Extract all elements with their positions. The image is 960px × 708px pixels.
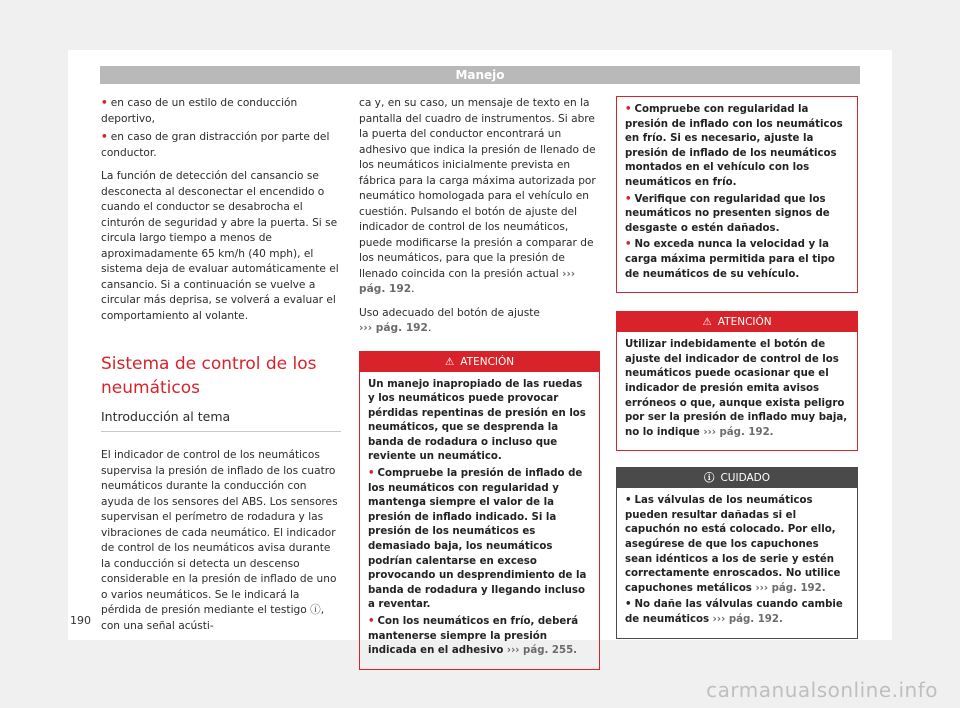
list-item: • en caso de gran distracción por parte del conductor.: [101, 131, 330, 159]
paragraph-continued: ca y, en su caso, un mensaje de texto en la pantalla del cuadro de instrumentos. Si abre la puerta del conductor encontrará un adhesivo que indica la presión de llenado de los neumáticos inicialmente prevista en fábrica para la carga máxima autorizada por neumático homologada para el vehículo en cuestión. Pulsando el botón de ajuste del indicador de control de los neumáticos, puede modificarse la presión a comparar de los neumáticos, para que la presión de llenado coincida con la presión actual ››› pág. 192.: [359, 97, 596, 295]
list-item: • No dañe las válvulas cuando cambie de neumáticos ››› pág. 192.: [625, 599, 843, 626]
page-number: 190: [70, 614, 91, 627]
caution-box: [616, 467, 858, 638]
list-item: • Con los neumáticos en frío, deberá mantenerse siempre la presión indicada en el adhesivo ››› pág. 255.: [368, 616, 579, 657]
page-ref-link[interactable]: ››› pág. 192: [359, 267, 576, 295]
watermark: carmanualsonline.info: [706, 678, 938, 702]
info-circle-icon: ⓘ: [703, 472, 715, 485]
page-ref-link[interactable]: ››› pág. 192.: [703, 426, 774, 438]
bullet-icon: •: [625, 239, 632, 251]
list-item: • Las válvulas de los neumáticos pueden resultar dañadas si el capuchón no está colocado. Por ello, asegúrese de que los capuchones sean idénticos a los de serie y estén correctamente enroscados. No utilice capuchones metálicos ››› pág. 192.: [625, 495, 841, 594]
page-header: Manejo: [100, 66, 860, 84]
column-middle: [359, 96, 600, 686]
page-ref-link[interactable]: ››› pág. 192.: [755, 582, 826, 594]
warning-header: ⚠ ATENCIÓN: [617, 312, 857, 332]
sub-title: Introducción al tema: [101, 408, 341, 432]
section-title: Sistema de control de los neumáticos: [101, 354, 317, 398]
bullet-icon: •: [368, 616, 375, 627]
warning-body: Un manejo inapropiado de las ruedas y los neumáticos puede provocar pérdidas repentinas de presión en los neumáticos, que se desprenda la banda de rodadura o incluso que reviente un neumático. • Compruebe la presión de inflado de los neumáticos con regularidad y mantenga siempre el valor de la presión de inflado indicado. Si la presión de los neumáticos es demasiado baja, los neumáticos podrían calentarse en exceso provocando un desprendimiento de la banda de rodadura y llegando incluso a reventar. • Con los neumáticos en frío, deberá mantenerse siempre la presión indicada en el adhesivo ››› pág. 255.: [360, 372, 599, 669]
warning-box: [359, 351, 600, 670]
warning-box-2: [616, 311, 858, 451]
bullet-icon: •: [625, 104, 632, 115]
bullet-icon: •: [101, 131, 108, 143]
page-ref-link[interactable]: ››› pág. 192: [359, 322, 428, 334]
warning-body: Utilizar indebidamente el botón de ajuste del indicador de control de los neumáticos puede ocasionar que el indicador de presión emita avisos erróneos o que, aunque exista peligro por ser la presión de inflado muy baja, no lo indique ››› pág. 192.: [625, 339, 848, 438]
warning-triangle-icon: ⚠: [444, 355, 455, 368]
list-item: • Compruebe con regularidad la presión de inflado con los neumáticos en frío. Si es necesario, ajuste la presión de inflado de los neumáticos montados en el vehículo con los neumáticos en frío.: [625, 104, 843, 188]
paragraph-tyre-intro: El indicador de control de los neumáticos supervisa la presión de inflado de los cuatro neumáticos durante la conducción con ayuda de los sensores del ABS. Los sensores supervisan el perímetro de rodadura y las vibraciones de cada neumático. El indicador de control de los neumáticos avisa durante la conducción si detecta un descenso considerable en la presión de inflado de uno o varios neumáticos. Se le indicará la pérdida de presión mediante el testigo ⓘ, con una señal acústi-: [101, 449, 338, 632]
column-left: [101, 96, 341, 642]
page-ref-link[interactable]: ››› pág. 192.: [712, 614, 783, 626]
warning-triangle-icon: ⚠: [702, 316, 712, 329]
paragraph-fatigue: La función de detección del cansancio se desconecta al desconectar el encendido o cuando el conductor se desabrocha el cinturón de seguridad y abre la puerta. Si se circula largo tiempo a menos de aproximadamente 65 km/h (40 mph), el sistema deja de evaluar automáticamente el cansancio. Si a continuación se vuelve a circular más deprisa, se volverá a evaluar el comportamiento al volante.: [101, 170, 339, 322]
warning-header: ⚠ ATENCIÓN: [360, 352, 599, 372]
caution-header: ⓘ CUIDADO: [617, 468, 857, 488]
bullet-icon: •: [101, 97, 108, 109]
paragraph-adjust: Uso adecuado del botón de ajuste ››› pág. 192.: [359, 306, 540, 334]
bullet-icon: •: [625, 599, 632, 611]
warning-continued-box: [616, 96, 858, 293]
bullet-icon: •: [368, 468, 375, 480]
list-item: • en caso de un estilo de conducción deportivo,: [101, 97, 298, 125]
caution-body: [617, 488, 857, 637]
bullet-icon: •: [625, 495, 632, 507]
column-right: [616, 96, 858, 655]
bullet-icon: •: [625, 193, 632, 205]
page-ref-link[interactable]: ››› pág. 255.: [506, 645, 578, 657]
list-item: • Compruebe la presión de inflado de los neumáticos con regularidad y mantenga siempre el valor de la presión de inflado indicado. Si la presión de los neumáticos es demasiado baja, los neumáticos podrían calentarse en exceso provocando un desprendimiento de la banda de rodadura y llegando incluso a reventar.: [368, 468, 587, 611]
list-item: • No exceda nunca la velocidad y la carga máxima permitida para el tipo de neumáticos de su vehículo.: [625, 239, 835, 280]
list-item: • Verifique con regularidad que los neumáticos no presenten signos de desgaste o estén dañados.: [625, 193, 830, 234]
